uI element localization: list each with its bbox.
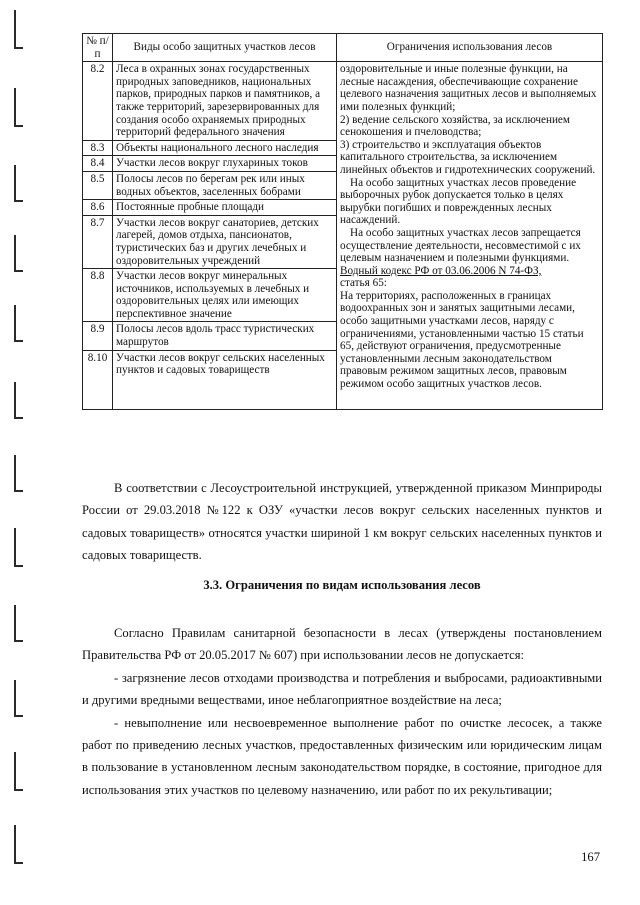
margin-mark	[14, 88, 16, 126]
margin-mark	[14, 565, 23, 567]
restrictions-table	[82, 33, 603, 410]
row-num: 8.5	[83, 171, 113, 199]
col-header-restrictions: Ограничения использования лесов	[337, 34, 603, 62]
restriction-text: 2) ведение сельского хозяйства, за исключением сенокошения и пчеловодства;	[340, 113, 570, 139]
row-num: 8.6	[83, 200, 113, 216]
row-num: 8.2	[83, 62, 113, 141]
row-type: Постоянные пробные площади	[113, 200, 337, 216]
restriction-text: На территориях, расположенных в границах водоохранных зон и занятых защитными лесами, особо защитными участками лесов, наряду с ограничениями, установленными частью 15 статьи 65, действуют ограничения, предусмотренные установленными лесным законодательством правовым режимом защитных лесов, правовым режимом особо защитных участков лесов.	[340, 289, 584, 391]
col-header-types: Виды особо защитных участков лесов	[113, 34, 337, 62]
restrictions-cell	[337, 62, 603, 409]
row-type: Участки лесов вокруг минеральных источников, используемых в лечебных и оздоровительных целях или имеющих перспективное значение	[113, 269, 337, 322]
restriction-text: На особо защитных участках лесов проведение выборочных рубок допускается только в целях вырубки погибших и поврежденных лесных насаждений.	[340, 176, 577, 227]
table-header-row	[83, 34, 603, 62]
margin-mark	[14, 605, 16, 641]
restriction-text: статья 65:	[340, 277, 387, 290]
law-reference-link[interactable]: Водный кодекс РФ от 03.06.2006 N 74-ФЗ,	[340, 264, 542, 277]
margin-mark	[14, 680, 16, 716]
row-type: Участки лесов вокруг глухариных токов	[113, 156, 337, 172]
margin-mark	[14, 455, 16, 491]
list-item: - невыполнение или несвоевременное выполнение работ по очистке лесосек, а также работ по приведению лесных участков, предоставленных физическим или юридическим лицам в пользование в установленном лесным законодательством порядке, в состояние, пригодное для использования этих участков по целевому назначению, или работ по их рекультивации;	[82, 715, 602, 797]
section-heading: 3.3. Ограничения по видам использования лесов	[203, 578, 481, 592]
margin-mark	[14, 47, 23, 49]
margin-mark	[14, 528, 16, 566]
row-type: Участки лесов вокруг санаториев, детских лагерей, домов отдыха, пансионатов, туристических баз и других лечебных и оздоровительных учреждений	[113, 215, 337, 268]
margin-mark	[14, 235, 16, 271]
row-num: 8.9	[83, 322, 113, 350]
margin-mark	[14, 417, 23, 419]
row-num: 8.7	[83, 215, 113, 268]
restriction-text: 3) строительство и эксплуатация объектов капитального строительства, за исключением линейных объектов и гидротехнических сооружений.	[340, 138, 596, 176]
row-type: Полосы лесов вдоль трасс туристических маршрутов	[113, 322, 337, 350]
margin-mark	[14, 165, 16, 201]
row-num: 8.10	[83, 350, 113, 409]
paragraph: Согласно Правилам санитарной безопасности в лесах (утверждены постановлением Правительства РФ от 20.05.2017 № 607) при использовании лесов не допускается:	[82, 626, 602, 663]
paragraph: В соответствии с Лесоустроительной инструкцией, утвержденной приказом Минприроды России от 29.03.2018 №122 к ОЗУ «участки лесов вокруг сельских населенных пунктов и садовых товариществ» относятся участки шириной 1 км вокруг сельских населенных пунктов и садовых товариществ.	[82, 481, 602, 563]
margin-mark	[14, 340, 23, 342]
page-number: 167	[581, 850, 600, 864]
margin-mark	[14, 862, 23, 864]
list-item: - загрязнение лесов отходами производства и потребления и выбросами, радиоактивными и другими вредными веществами, иное неблагоприятное воздействие на леса;	[82, 670, 602, 708]
row-type: Леса в охранных зонах государственных природных заповедников, национальных парков, природных парков и памятников, а также территорий, зарезервированных для создания особо охраняемых природных территорий федерального значения	[113, 62, 337, 141]
row-num: 8.4	[83, 156, 113, 172]
col-header-num: № п/п	[83, 34, 113, 62]
margin-mark	[14, 752, 16, 790]
row-num: 8.3	[83, 140, 113, 156]
row-type: Участки лесов вокруг сельских населенных пунктов и садовых товариществ	[113, 350, 337, 409]
margin-mark	[14, 270, 23, 272]
margin-mark	[14, 490, 23, 492]
margin-mark	[14, 825, 16, 863]
margin-mark	[14, 125, 23, 127]
margin-mark	[14, 640, 23, 642]
row-type: Полосы лесов по берегам рек или иных водных объектов, заселенных бобрами	[113, 171, 337, 199]
row-num: 8.8	[83, 269, 113, 322]
restriction-text: оздоровительные и иные полезные функции, на лесные насаждения, обеспечивающие сохранение целевого назначения защитных лесов и выполняемых ими полезных функций;	[340, 63, 597, 113]
section-body	[82, 622, 602, 801]
restriction-text: На особо защитных участках лесов запрещается осуществление деятельности, несовместимой с их целевым назначением и полезными функциями.	[340, 226, 581, 265]
binding-margin-marks	[0, 0, 40, 905]
margin-mark	[14, 789, 23, 791]
margin-mark	[14, 200, 23, 202]
margin-mark	[14, 10, 16, 48]
table-row	[83, 62, 603, 141]
margin-mark	[14, 715, 23, 717]
row-type: Объекты национального лесного наследия	[113, 140, 337, 156]
margin-mark	[14, 382, 16, 418]
paragraph-inventory-instruction	[82, 477, 602, 567]
margin-mark	[14, 305, 16, 341]
